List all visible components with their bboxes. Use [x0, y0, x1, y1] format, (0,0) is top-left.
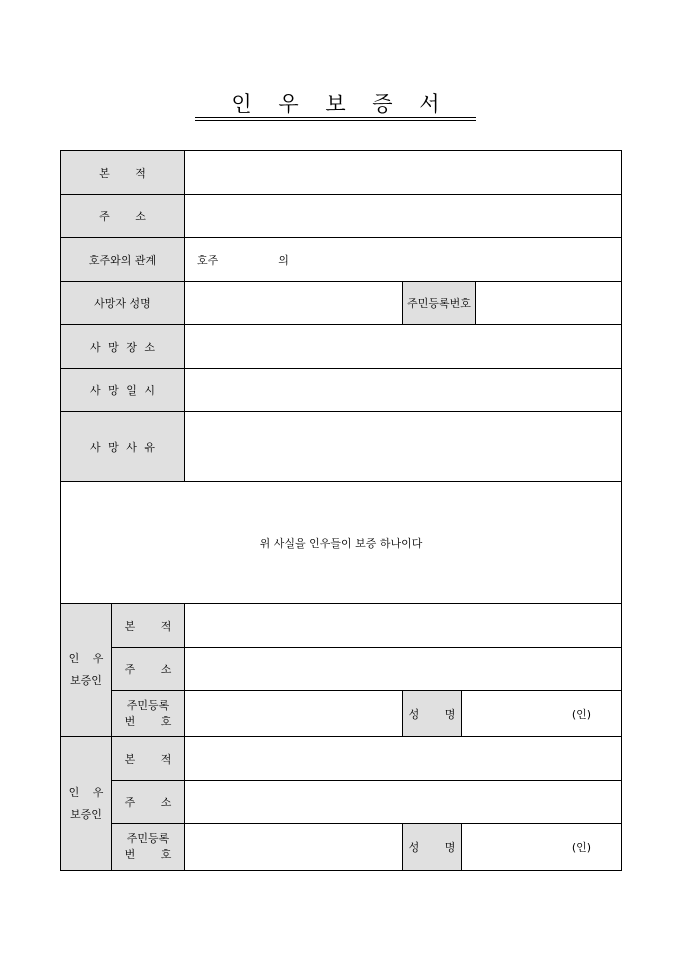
guarantor-1-label-resident [112, 691, 185, 737]
row-death-datetime [61, 369, 622, 412]
relation-value-hoju: 호주 [197, 253, 219, 267]
title-underline-top [195, 117, 476, 118]
guarantor-1-input-juso[interactable] [185, 648, 622, 691]
input-death-place[interactable] [185, 325, 622, 369]
relation-value-ui: 의 [278, 253, 289, 267]
guarantor-2-row-bonjeok [61, 737, 622, 781]
row-deceased [61, 282, 622, 325]
guarantor-2-input-juso[interactable] [185, 781, 622, 824]
guarantor-1-label-name: 성 명 [403, 691, 462, 737]
guarantor-1-label-juso: 주 소 [112, 648, 185, 691]
input-resident-no[interactable] [476, 282, 622, 325]
guarantor-1-row-resident [61, 691, 622, 737]
input-relation[interactable] [185, 238, 622, 282]
guarantor-1-resident-l1: 주민등록 [126, 698, 170, 712]
input-death-reason[interactable] [185, 412, 622, 482]
label-deceased-name: 사망자 성명 [61, 282, 185, 325]
guarantor-2-label-name: 성 명 [403, 824, 462, 871]
document-title [195, 84, 476, 124]
input-juso[interactable] [185, 195, 622, 238]
guarantor-1-row-juso [61, 648, 622, 691]
label-bonjeok: 본 적 [61, 151, 185, 195]
title-underline-bottom [195, 120, 476, 121]
guarantor-1-row-bonjeok [61, 604, 622, 648]
guarantor-2-label-resident [112, 824, 185, 871]
statement-text: 위 사실을 인우들이 보증 하나이다 [61, 482, 622, 604]
guarantor-1-resident-l2: 번 호 [124, 714, 172, 728]
guarantor-2-resident-l2: 번 호 [124, 848, 172, 861]
guarantor-2-input-bonjeok[interactable] [185, 737, 622, 781]
input-bonjeok[interactable] [185, 151, 622, 195]
label-death-reason: 사 망 사 유 [61, 412, 185, 482]
label-death-datetime: 사 망 일 시 [61, 369, 185, 412]
label-relation: 호주와의 관계 [61, 238, 185, 282]
guarantor-2-row-juso [61, 781, 622, 824]
guarantor-1-label-bonjeok: 본 적 [112, 604, 185, 648]
label-resident-no: 주민등록번호 [403, 282, 476, 325]
row-relation [61, 238, 622, 282]
guarantor-2-seal[interactable]: (인) [462, 824, 622, 871]
title-text: 인 우 보 증 서 [231, 92, 440, 116]
guarantor-1-label-top: 인 우 [68, 652, 104, 665]
guarantor-2-label-juso: 주 소 [112, 781, 185, 824]
guarantor-2-row-resident [61, 824, 622, 871]
guarantor-1-label [61, 604, 112, 737]
row-bonjeok [61, 151, 622, 195]
guarantor-1-seal[interactable]: (인) [462, 691, 622, 737]
guarantee-form-table [60, 150, 622, 871]
guarantor-2-label-bonjeok: 본 적 [112, 737, 185, 781]
guarantor-2-input-resident[interactable] [185, 824, 403, 871]
guarantor-2-resident-l1: 주민등록 [126, 832, 170, 845]
guarantor-2-label [61, 737, 112, 871]
guarantor-1-input-resident[interactable] [185, 691, 403, 737]
row-death-reason [61, 412, 622, 482]
guarantor-1-input-bonjeok[interactable] [185, 604, 622, 648]
label-death-place: 사 망 장 소 [61, 325, 185, 369]
label-juso: 주 소 [61, 195, 185, 238]
guarantor-2-label-top: 인 우 [68, 785, 104, 799]
guarantor-2-label-bottom: 보증인 [70, 807, 102, 821]
input-death-datetime[interactable] [185, 369, 622, 412]
row-death-place [61, 325, 622, 369]
input-deceased-name[interactable] [185, 282, 403, 325]
row-juso [61, 195, 622, 238]
row-statement [61, 482, 622, 604]
guarantor-1-label-bottom: 보증인 [70, 674, 102, 687]
